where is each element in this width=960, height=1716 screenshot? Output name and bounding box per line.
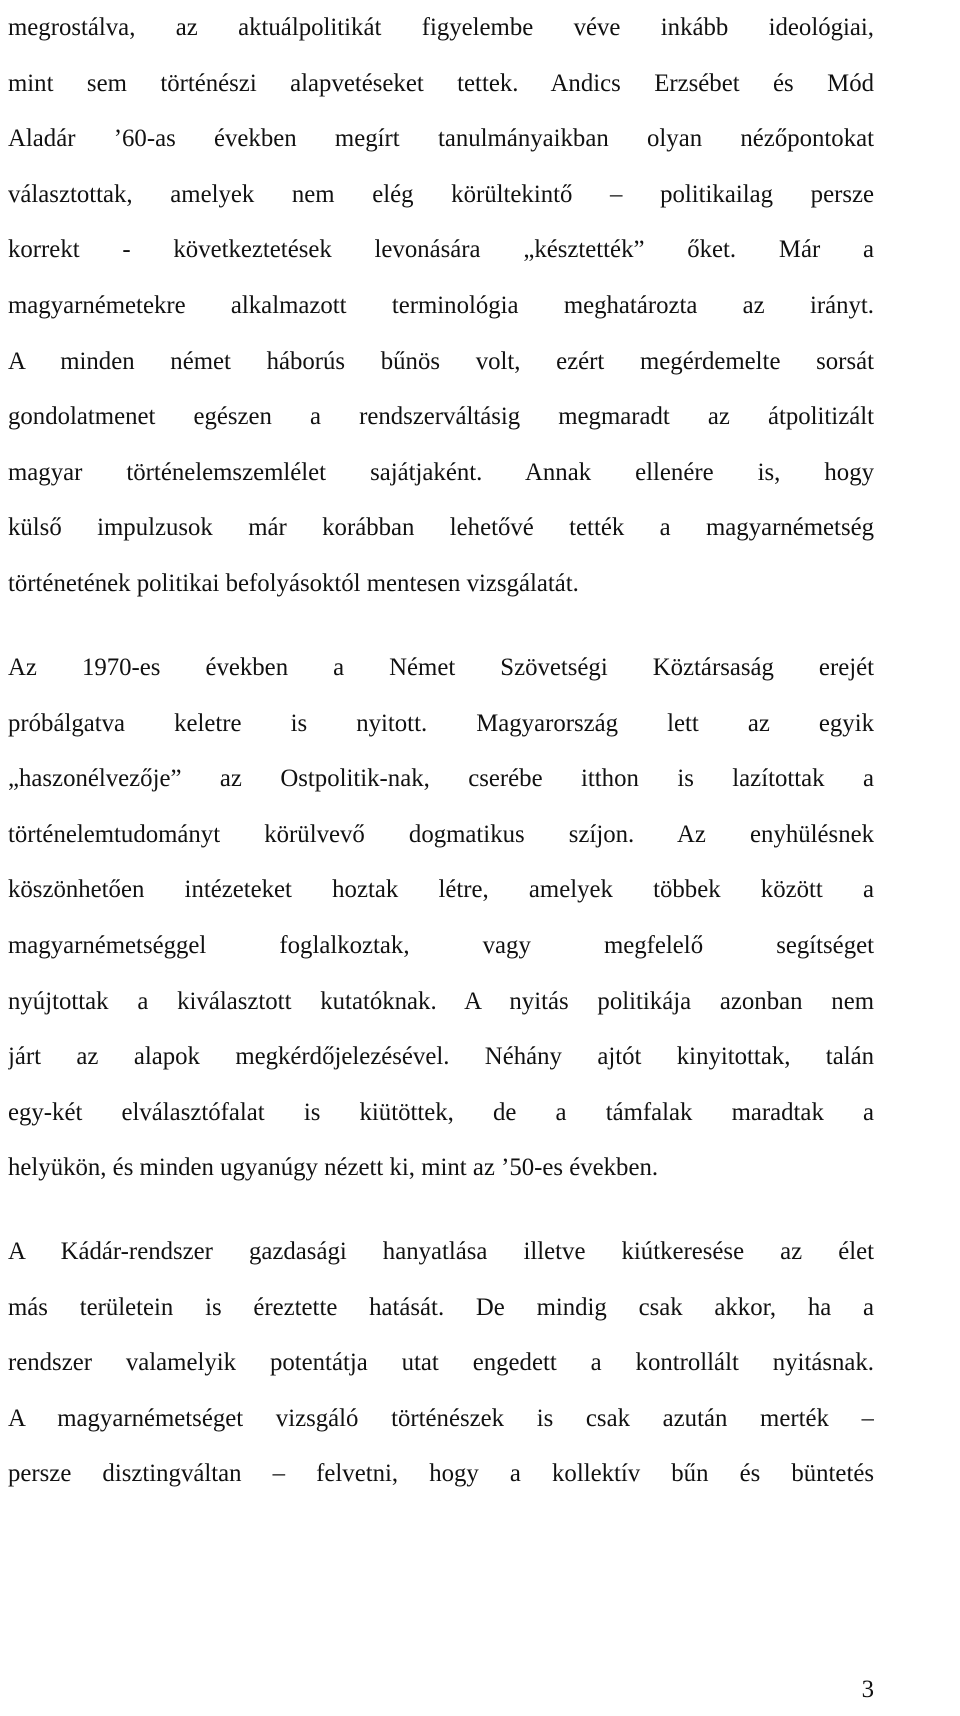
text-line: magyarnémetséggel foglalkoztak, vagy megfelelő segítséget [8, 931, 874, 959]
text-line: A magyarnémetséget vizsgáló történészek is csak azután merték – [8, 1404, 874, 1432]
text-line: Az 1970-es években a Német Szövetségi Köztársaság erejét [8, 654, 874, 681]
text-line: „haszonélvezője” az Ostpolitik-nak, cserébe itthon is lazítottak a [8, 765, 874, 793]
paragraph-3 [8, 1224, 874, 1502]
text-line: A minden német háborús bűnös volt, ezért megérdemelte sorsát [8, 347, 874, 375]
text-line: gondolatmenet egészen a rendszerváltásig megmaradt az átpolitizált [8, 403, 874, 431]
text-line: külső impulzusok már korábban lehetővé tették a magyarnémetség [8, 514, 874, 542]
text-line: korrekt - következtetések levonására „késztették” őket. Már a [8, 236, 874, 264]
text-line: megrostálva, az aktuálpolitikát figyelembe véve inkább ideológiai, [8, 14, 874, 41]
paragraph-1 [8, 0, 874, 612]
text-line: magyar történelemszemlélet sajátjaként. Annak ellenére is, hogy [8, 458, 874, 486]
text-line: köszönhetően intézeteket hoztak létre, amelyek többek között a [8, 876, 874, 904]
text-line: választottak, amelyek nem elég körültekintő – politikailag persze [8, 180, 874, 208]
paragraph-2 [8, 640, 874, 1196]
text-line: történetének politikai befolyásoktól mentesen vizsgálatát. [8, 569, 579, 597]
text-line: mint sem történészi alapvetéseket tettek. Andics Erzsébet és Mód [8, 69, 874, 97]
text-line: járt az alapok megkérdőjelezésével. Néhány ajtót kinyitottak, talán [8, 1043, 874, 1071]
text-line: A Kádár-rendszer gazdasági hanyatlása illetve kiútkeresése az élet [8, 1238, 874, 1265]
text-line: más területein is éreztette hatását. De mindig csak akkor, ha a [8, 1293, 874, 1321]
page-number: 3 [861, 1676, 874, 1703]
text-line: nyújtottak a kiválasztott kutatóknak. A nyitás politikája azonban nem [8, 987, 874, 1015]
text-line: próbálgatva keletre is nyitott. Magyarország lett az egyik [8, 709, 874, 737]
text-line: történelemtudományt körülvevő dogmatikus szíjon. Az enyhülésnek [8, 820, 874, 848]
text-line: egy-két elválasztófalat is kiütöttek, de a támfalak maradtak a [8, 1098, 874, 1126]
text-line: Aladár ’60-as években megírt tanulmányaikban olyan nézőpontokat [8, 125, 874, 153]
text-line: rendszer valamelyik potentátja utat engedett a kontrollált nyitásnak. [8, 1349, 874, 1377]
text-line: helyükön, és minden ugyanúgy nézett ki, mint az ’50-es években. [8, 1154, 659, 1182]
text-line: persze disztingváltan – felvetni, hogy a kollektív bűn és büntetés [8, 1460, 874, 1488]
text-line: magyarnémetekre alkalmazott terminológia meghatározta az irányt. [8, 291, 874, 319]
